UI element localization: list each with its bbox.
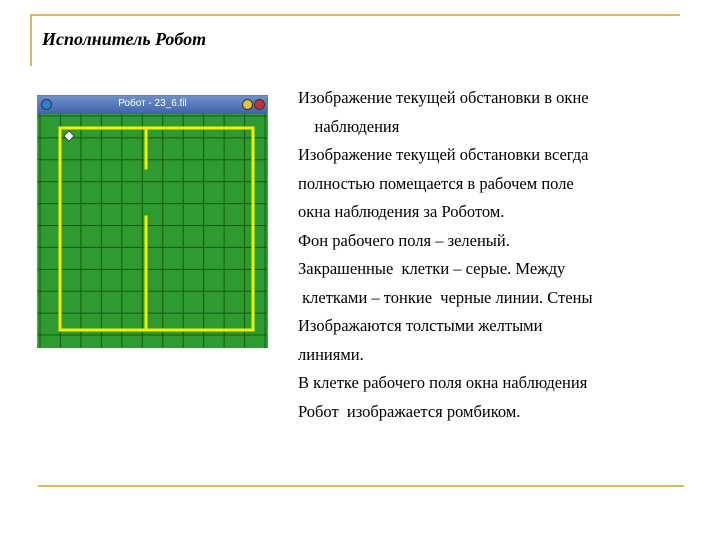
description-line: Закрашенные клетки – серые. Между <box>298 259 566 278</box>
robot-field <box>38 114 267 348</box>
description-line: Робот изображается ромбиком. <box>298 401 521 421</box>
description-line: Изображаются толстыми желтыми <box>298 316 543 335</box>
description-line: линиями. <box>298 344 364 364</box>
description-line: окна наблюдения за Роботом. <box>298 202 505 221</box>
bottom-divider <box>38 485 684 487</box>
description-line: Фон рабочего поля – зеленый. <box>298 230 510 250</box>
robot-window <box>37 95 268 348</box>
left-divider <box>30 14 32 66</box>
window-title: Робот - 23_6.fil <box>118 98 187 109</box>
description-text <box>298 84 698 426</box>
top-divider <box>30 14 680 16</box>
description-line: наблюдения <box>298 116 400 136</box>
close-icon[interactable] <box>254 99 265 110</box>
window-titlebar <box>38 96 267 114</box>
description-line: клетками – тонкие черные линии. Стены <box>298 287 593 307</box>
description-line: полностью помещается в рабочем поле <box>298 173 574 193</box>
description-line: В клетке рабочего поля окна наблюдения <box>298 373 588 392</box>
field-canvas <box>38 114 267 348</box>
description-line: Изображение текущей обстановки в окне <box>298 88 589 107</box>
slide-title: Исполнитель Робот <box>42 29 207 49</box>
minimize-icon[interactable] <box>242 99 253 110</box>
description-line: Изображение текущей обстановки всегда <box>298 145 589 164</box>
